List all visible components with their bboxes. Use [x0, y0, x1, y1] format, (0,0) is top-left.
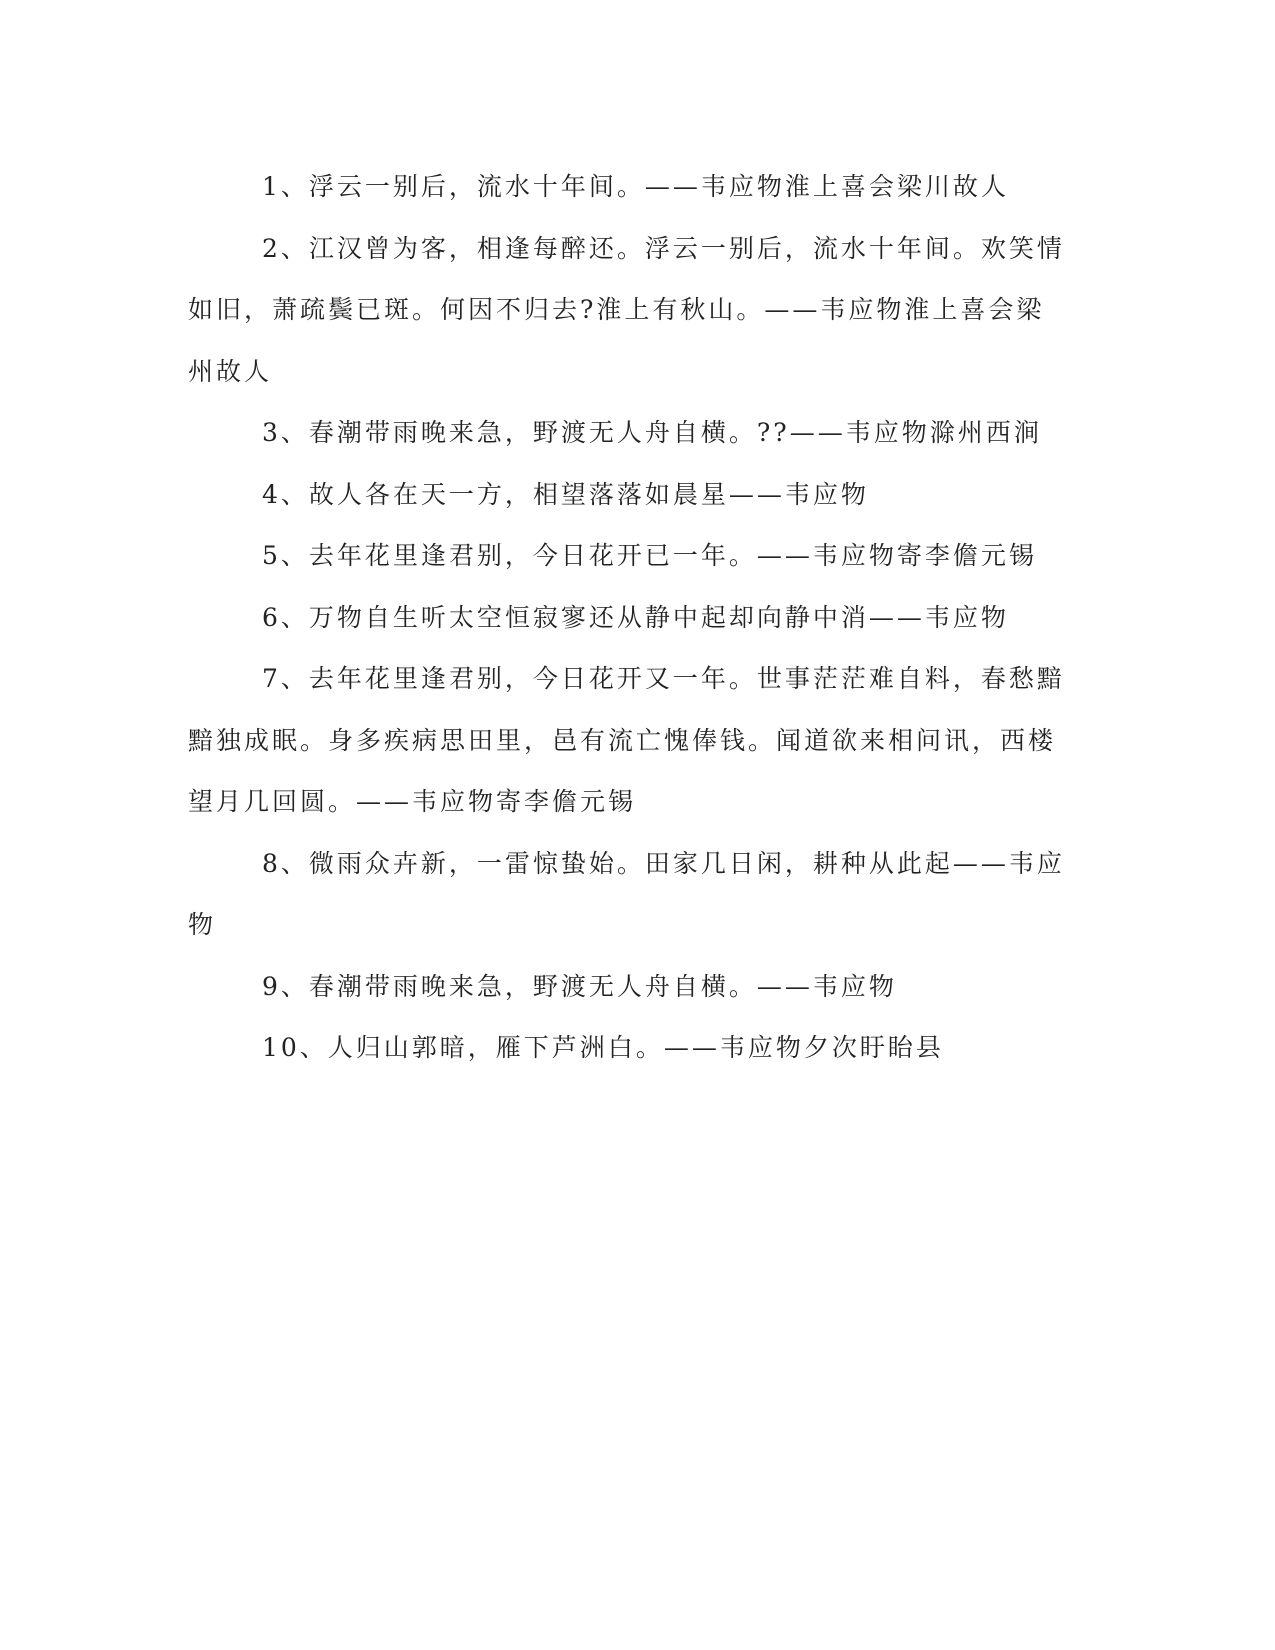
document-body [188, 156, 1068, 1079]
quote-item-7: 7、去年花里逢君别，今日花开又一年。世事茫茫难自料，春愁黯黯独成眠。身多疾病思田里，邑有流亡愧俸钱。闻道欲来相问讯，西楼望月几回圆。——韦应物寄李儋元锡 [188, 664, 1065, 816]
quote-item-10: 10、人归山郭暗，雁下芦洲白。——韦应物夕次盱眙县 [262, 1033, 944, 1062]
quote-item-3: 3、春潮带雨晚来急，野渡无人舟自横。??——韦应物滁州西涧 [262, 418, 1042, 447]
quote-item-4: 4、故人各在天一方，相望落落如晨星——韦应物 [262, 479, 869, 509]
quote-item-5: 5、去年花里逢君别，今日花开已一年。——韦应物寄李儋元锡 [262, 541, 1037, 570]
quote-item-2: 2、江汉曾为客，相逢每醉还。浮云一别后，流水十年间。欢笑情如旧，萧疏鬓已斑。何因不归去?淮上有秋山。——韦应物淮上喜会梁州故人 [188, 233, 1065, 386]
quote-item-8: 8、微雨众卉新，一雷惊蛰始。田家几日闲，耕种从此起——韦应物 [188, 848, 1065, 939]
quote-item-9: 9、春潮带雨晚来急，野渡无人舟自横。——韦应物 [262, 971, 897, 1001]
quote-item-6: 6、万物自生听太空恒寂寥还从静中起却向静中消——韦应物 [262, 602, 1009, 632]
quote-item-1: 1、浮云一别后，流水十年间。——韦应物淮上喜会梁川故人 [262, 172, 1009, 201]
